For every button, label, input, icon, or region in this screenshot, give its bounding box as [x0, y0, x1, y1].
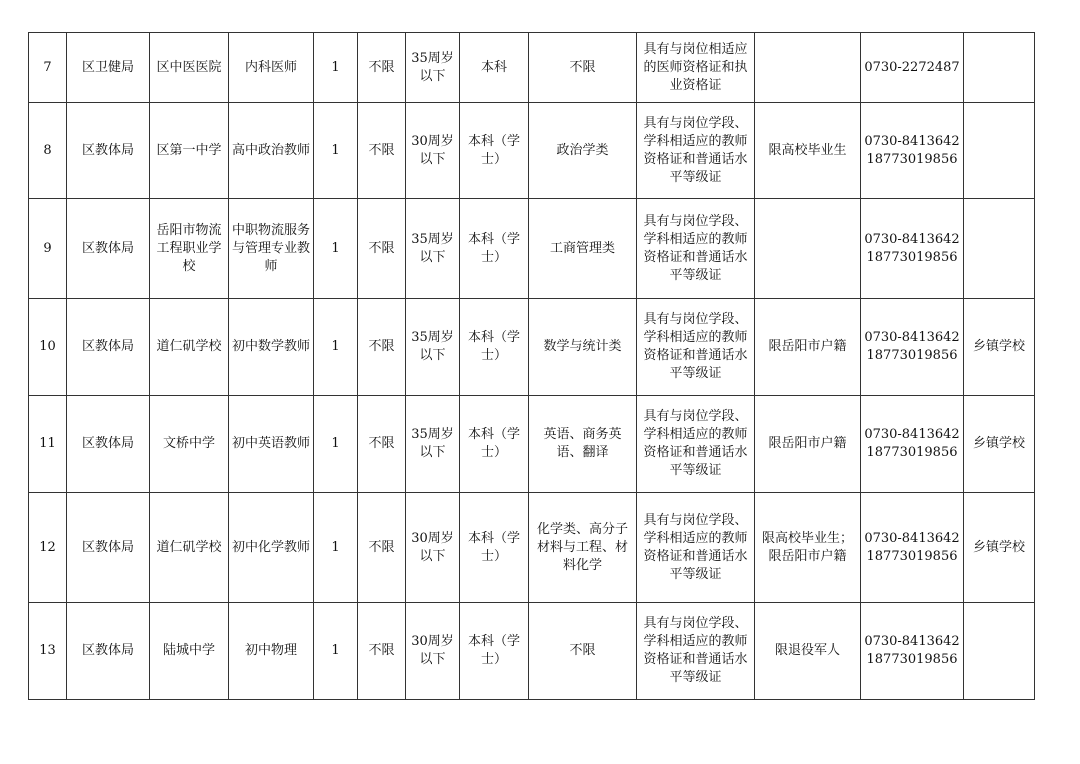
major-requirement-cell: 不限: [529, 33, 637, 103]
row-number-cell: 11: [29, 396, 67, 493]
remark-cell: [964, 199, 1035, 299]
contact-phone-cell: 0730-8413642 18773019856: [861, 493, 964, 603]
gender-requirement-cell: 不限: [358, 103, 406, 199]
remark-cell: [964, 603, 1035, 700]
row-number-cell: 7: [29, 33, 67, 103]
major-requirement-cell: 英语、商务英语、翻译: [529, 396, 637, 493]
qualification-requirement-cell: 具有与岗位学段、学科相适应的教师资格证和普通话水平等级证: [637, 603, 755, 700]
recruitment-table: [28, 32, 1035, 700]
age-requirement-cell: 30周岁以下: [406, 103, 460, 199]
gender-requirement-cell: 不限: [358, 603, 406, 700]
table-row: [29, 33, 1035, 103]
age-requirement-cell: 35周岁以下: [406, 199, 460, 299]
table-body: [29, 33, 1035, 700]
major-requirement-cell: 数学与统计类: [529, 299, 637, 396]
department-cell: 区教体局: [67, 199, 150, 299]
employer-unit-cell: 道仁矶学校: [150, 299, 229, 396]
table-row: [29, 299, 1035, 396]
employer-unit-cell: 文桥中学: [150, 396, 229, 493]
department-cell: 区教体局: [67, 396, 150, 493]
position-name-cell: 中职物流服务与管理专业教师: [229, 199, 314, 299]
other-requirement-cell: [755, 199, 861, 299]
remark-cell: [964, 33, 1035, 103]
table-row: [29, 493, 1035, 603]
table-row: [29, 603, 1035, 700]
headcount-cell: 1: [314, 33, 358, 103]
age-requirement-cell: 30周岁以下: [406, 493, 460, 603]
headcount-cell: 1: [314, 396, 358, 493]
gender-requirement-cell: 不限: [358, 396, 406, 493]
headcount-cell: 1: [314, 199, 358, 299]
row-number-cell: 9: [29, 199, 67, 299]
qualification-requirement-cell: 具有与岗位学段、学科相适应的教师资格证和普通话水平等级证: [637, 396, 755, 493]
remark-cell: 乡镇学校: [964, 493, 1035, 603]
employer-unit-cell: 区中医医院: [150, 33, 229, 103]
headcount-cell: 1: [314, 103, 358, 199]
qualification-requirement-cell: 具有与岗位学段、学科相适应的教师资格证和普通话水平等级证: [637, 103, 755, 199]
contact-phone-cell: 0730-2272487: [861, 33, 964, 103]
contact-phone-cell: 0730-8413642 18773019856: [861, 199, 964, 299]
other-requirement-cell: 限岳阳市户籍: [755, 396, 861, 493]
major-requirement-cell: 政治学类: [529, 103, 637, 199]
education-requirement-cell: 本科（学士）: [460, 199, 529, 299]
remark-cell: [964, 103, 1035, 199]
age-requirement-cell: 30周岁以下: [406, 603, 460, 700]
headcount-cell: 1: [314, 299, 358, 396]
qualification-requirement-cell: 具有与岗位学段、学科相适应的教师资格证和普通话水平等级证: [637, 299, 755, 396]
department-cell: 区教体局: [67, 103, 150, 199]
headcount-cell: 1: [314, 603, 358, 700]
gender-requirement-cell: 不限: [358, 299, 406, 396]
gender-requirement-cell: 不限: [358, 199, 406, 299]
education-requirement-cell: 本科（学士）: [460, 299, 529, 396]
remark-cell: 乡镇学校: [964, 299, 1035, 396]
row-number-cell: 8: [29, 103, 67, 199]
position-name-cell: 高中政治教师: [229, 103, 314, 199]
row-number-cell: 10: [29, 299, 67, 396]
contact-phone-cell: 0730-8413642 18773019856: [861, 299, 964, 396]
table-row: [29, 103, 1035, 199]
education-requirement-cell: 本科: [460, 33, 529, 103]
other-requirement-cell: 限退役军人: [755, 603, 861, 700]
gender-requirement-cell: 不限: [358, 33, 406, 103]
qualification-requirement-cell: 具有与岗位相适应的医师资格证和执业资格证: [637, 33, 755, 103]
row-number-cell: 12: [29, 493, 67, 603]
employer-unit-cell: 道仁矶学校: [150, 493, 229, 603]
remark-cell: 乡镇学校: [964, 396, 1035, 493]
qualification-requirement-cell: 具有与岗位学段、学科相适应的教师资格证和普通话水平等级证: [637, 493, 755, 603]
other-requirement-cell: 限高校毕业生；限岳阳市户籍: [755, 493, 861, 603]
major-requirement-cell: 工商管理类: [529, 199, 637, 299]
table-row: [29, 396, 1035, 493]
headcount-cell: 1: [314, 493, 358, 603]
employer-unit-cell: 岳阳市物流工程职业学校: [150, 199, 229, 299]
employer-unit-cell: 区第一中学: [150, 103, 229, 199]
qualification-requirement-cell: 具有与岗位学段、学科相适应的教师资格证和普通话水平等级证: [637, 199, 755, 299]
major-requirement-cell: 化学类、高分子材料与工程、材料化学: [529, 493, 637, 603]
table-row: [29, 199, 1035, 299]
department-cell: 区教体局: [67, 299, 150, 396]
other-requirement-cell: [755, 33, 861, 103]
education-requirement-cell: 本科（学士）: [460, 493, 529, 603]
department-cell: 区教体局: [67, 493, 150, 603]
employer-unit-cell: 陆城中学: [150, 603, 229, 700]
contact-phone-cell: 0730-8413642 18773019856: [861, 603, 964, 700]
position-name-cell: 初中化学教师: [229, 493, 314, 603]
age-requirement-cell: 35周岁以下: [406, 33, 460, 103]
age-requirement-cell: 35周岁以下: [406, 396, 460, 493]
position-name-cell: 内科医师: [229, 33, 314, 103]
education-requirement-cell: 本科（学士）: [460, 396, 529, 493]
contact-phone-cell: 0730-8413642 18773019856: [861, 103, 964, 199]
contact-phone-cell: 0730-8413642 18773019856: [861, 396, 964, 493]
other-requirement-cell: 限岳阳市户籍: [755, 299, 861, 396]
education-requirement-cell: 本科（学士）: [460, 103, 529, 199]
education-requirement-cell: 本科（学士）: [460, 603, 529, 700]
age-requirement-cell: 35周岁以下: [406, 299, 460, 396]
department-cell: 区卫健局: [67, 33, 150, 103]
row-number-cell: 13: [29, 603, 67, 700]
position-name-cell: 初中物理: [229, 603, 314, 700]
gender-requirement-cell: 不限: [358, 493, 406, 603]
position-name-cell: 初中英语教师: [229, 396, 314, 493]
department-cell: 区教体局: [67, 603, 150, 700]
major-requirement-cell: 不限: [529, 603, 637, 700]
position-name-cell: 初中数学教师: [229, 299, 314, 396]
other-requirement-cell: 限高校毕业生: [755, 103, 861, 199]
